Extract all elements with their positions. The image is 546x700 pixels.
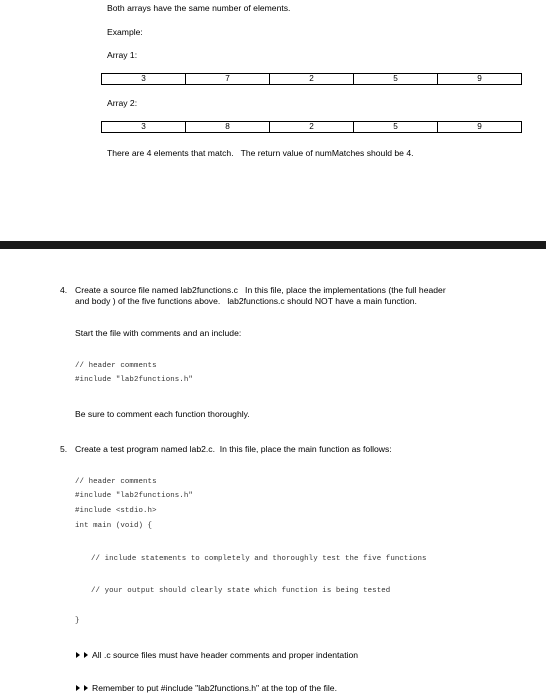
item5-code-line: // header comments xyxy=(75,478,157,486)
intro-text: Both arrays have the same number of elements. xyxy=(107,3,291,13)
array1-cell: 7 xyxy=(186,74,270,84)
item5-number: 5. xyxy=(60,444,68,454)
array1-cell: 3 xyxy=(102,74,186,84)
page-divider xyxy=(0,241,546,249)
item4-comment-text: Be sure to comment each function thoroughly. xyxy=(75,409,250,419)
array1-cell: 5 xyxy=(354,74,438,84)
array2-label: Array 2: xyxy=(107,98,138,108)
item5-text: Create a test program named lab2.c. In this file, place the main function as follows: xyxy=(75,444,392,454)
example-label: Example: xyxy=(107,27,143,37)
item4-text-line2: and body ) of the five functions above. lab2functions.c should NOT have a main function. xyxy=(75,296,417,306)
note-text: All .c source files must have header comments and proper indentation xyxy=(92,650,359,660)
item5-code-line: int main (void) { xyxy=(75,522,153,530)
item4-number: 4. xyxy=(60,285,68,295)
note-item xyxy=(76,683,337,693)
item5-code-line: #include <stdio.h> xyxy=(75,507,157,515)
bullet-arrow-icon xyxy=(76,652,80,658)
item4-code-line: // header comments xyxy=(75,362,157,370)
item5-closing-brace: } xyxy=(75,617,80,625)
array1-label: Array 1: xyxy=(107,50,138,60)
note-item xyxy=(76,650,358,660)
item4-start-text: Start the file with comments and an include: xyxy=(75,328,242,338)
item5-code-line: #include "lab2functions.h" xyxy=(75,492,193,500)
conclusion-text: There are 4 elements that match. The return value of numMatches should be 4. xyxy=(107,148,414,158)
bullet-arrow-icon xyxy=(84,652,88,658)
array2-cell: 9 xyxy=(477,122,482,131)
array1-cell: 9 xyxy=(477,74,482,83)
item4-text-line1: Create a source file named lab2functions.c In this file, place the implementations (the full header xyxy=(75,285,446,295)
array2-cell: 8 xyxy=(186,122,270,132)
bullet-arrow-icon xyxy=(84,685,88,691)
array2-cell: 5 xyxy=(354,122,438,132)
item4-code-line: #include "lab2functions.h" xyxy=(75,376,193,384)
item5-inner-code-line: // your output should clearly state which function is being tested xyxy=(91,587,391,595)
array1-cell: 2 xyxy=(270,74,354,84)
note-text: Remember to put #include "lab2functions.h" at the top of the file. xyxy=(92,683,337,693)
array1-table xyxy=(101,73,522,85)
bullet-arrow-icon xyxy=(76,685,80,691)
array2-cell: 2 xyxy=(270,122,354,132)
item5-inner-code-line: // include statements to completely and thoroughly test the five functions xyxy=(91,555,427,563)
array2-cell: 3 xyxy=(102,122,186,132)
array2-table xyxy=(101,121,522,133)
